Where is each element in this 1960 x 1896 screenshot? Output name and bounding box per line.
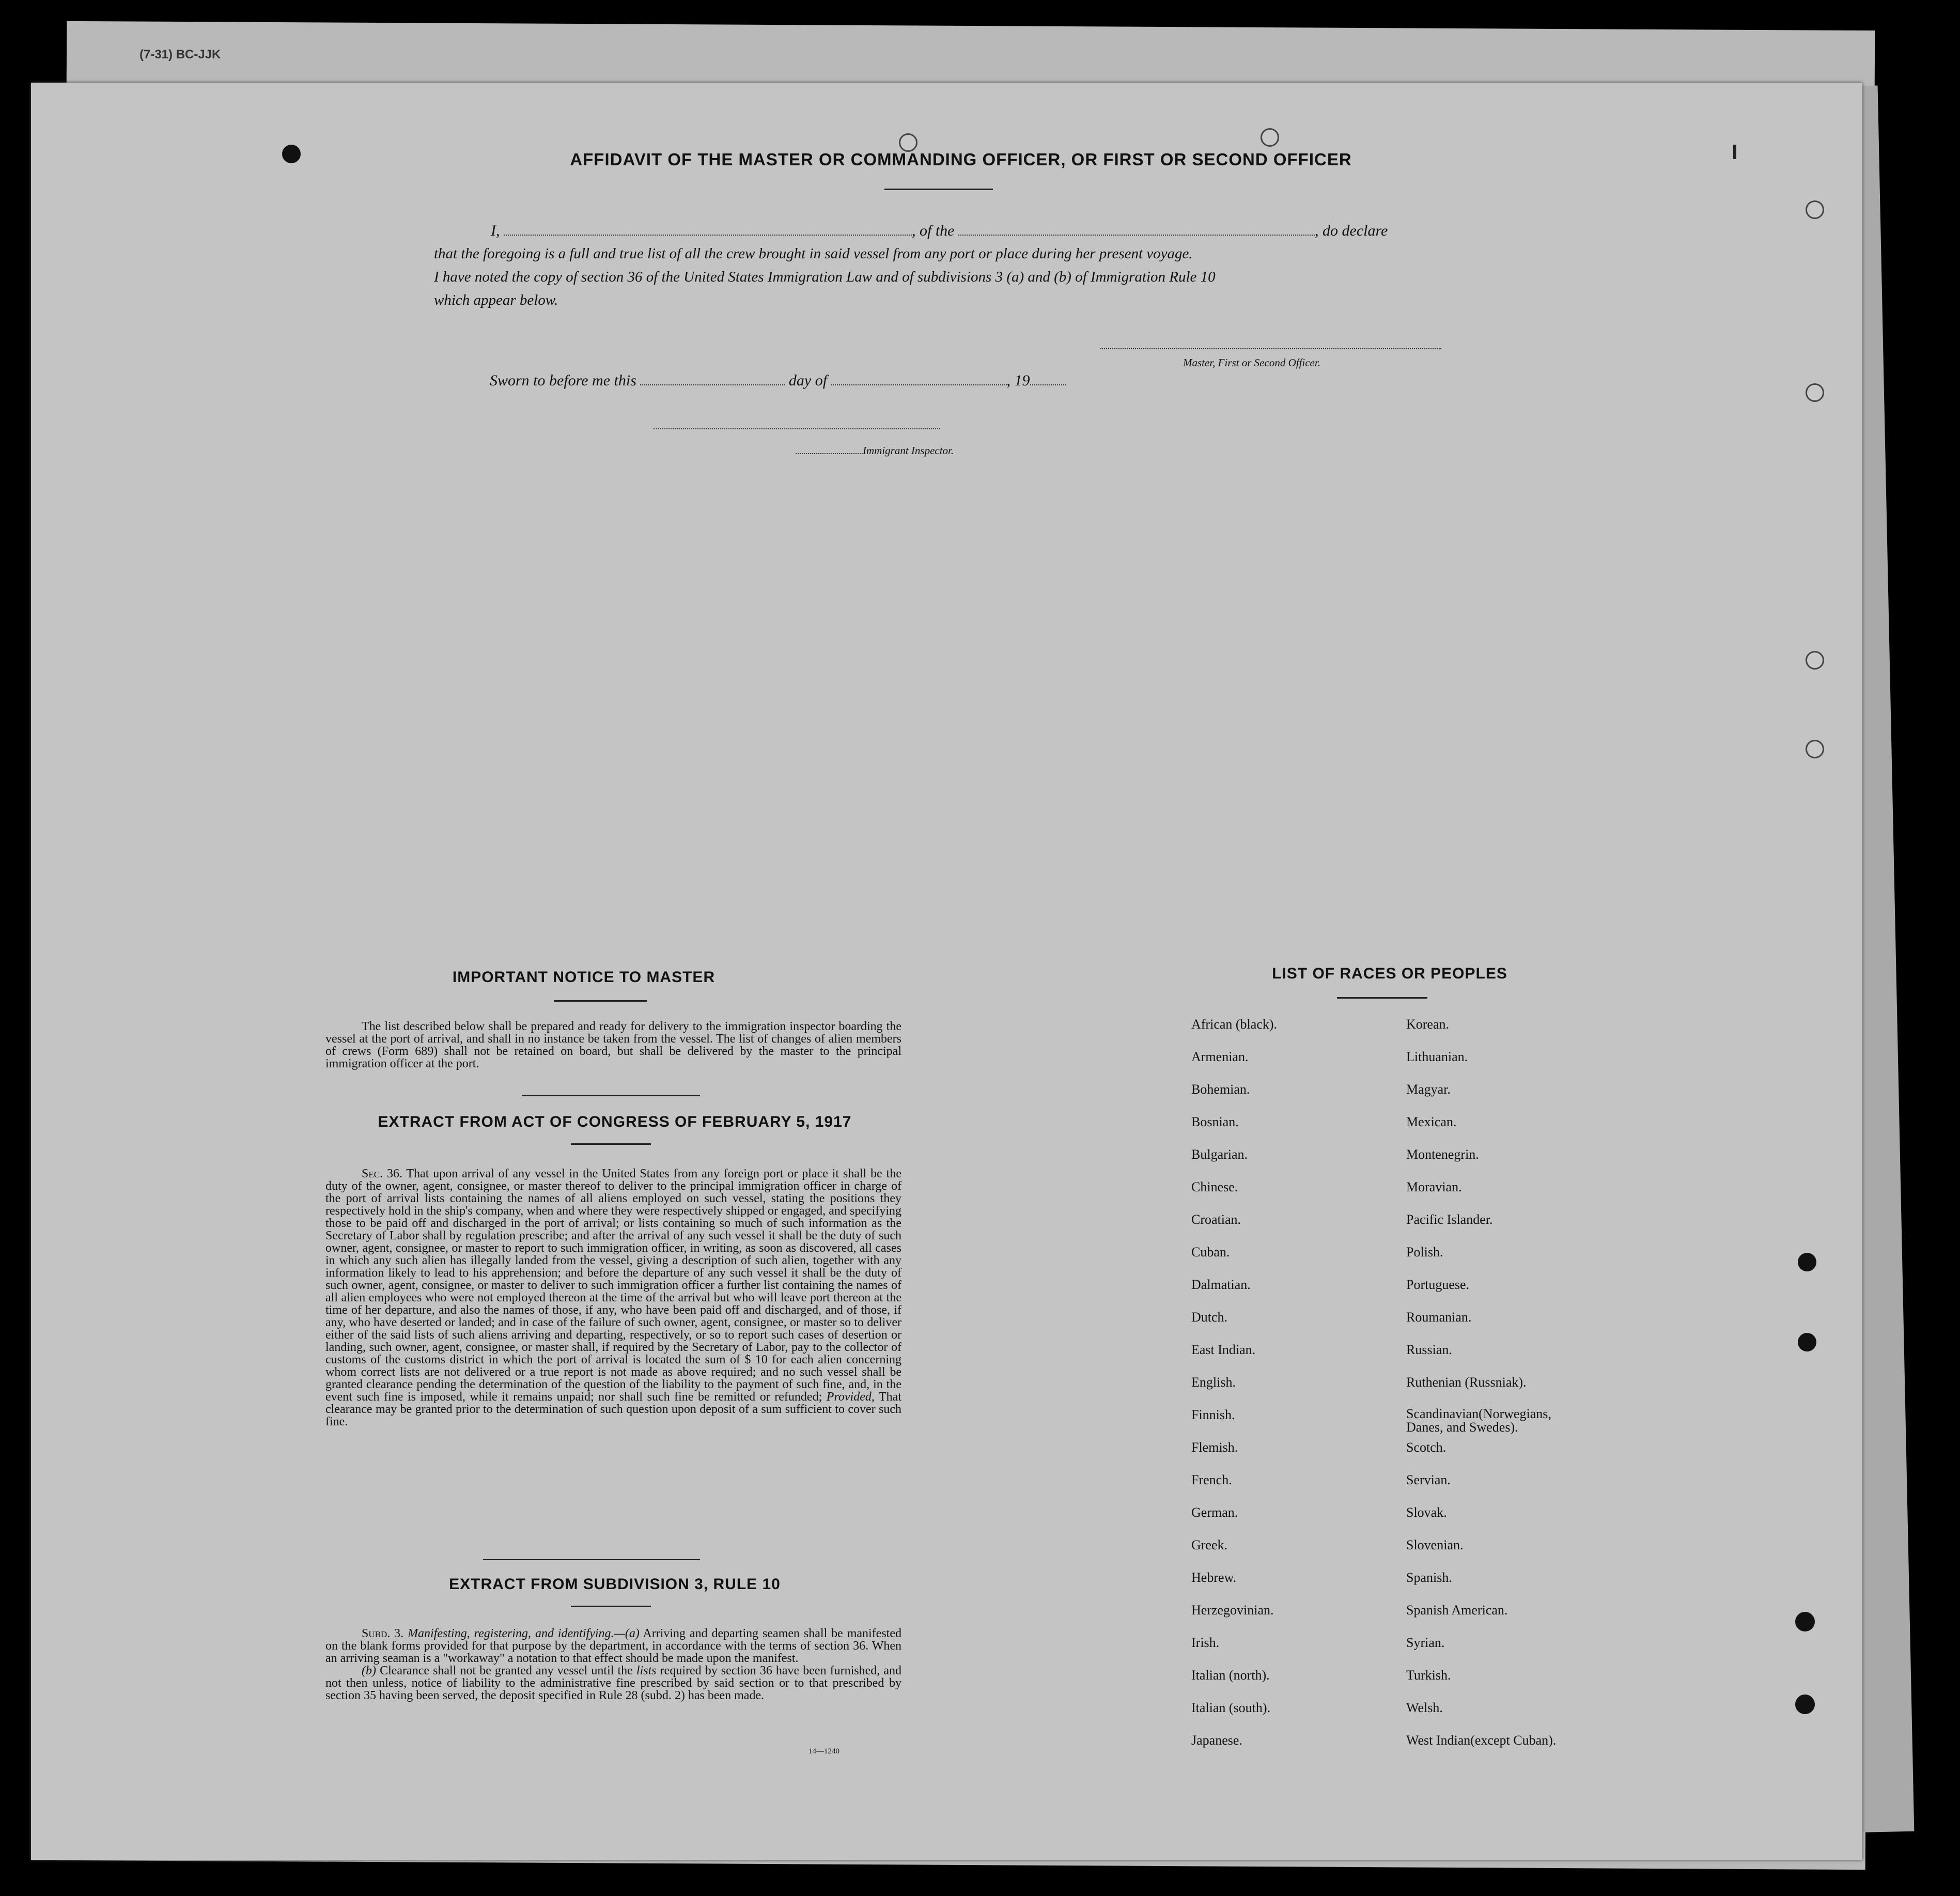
- affidavit-line-2: that the foregoing is a full and true list of all the crew brought in said vessel from any port or place during her present voyage.: [434, 245, 1193, 262]
- master-signature-line[interactable]: [1100, 346, 1441, 349]
- race-item: Dalmatian.: [1191, 1277, 1251, 1292]
- punch-hole: [1806, 200, 1824, 219]
- race-item: Lithuanian.: [1406, 1049, 1468, 1064]
- race-item: Japanese.: [1191, 1733, 1242, 1748]
- race-item: Welsh.: [1406, 1700, 1443, 1715]
- act-body: Sec. 36. That upon arrival of any vessel in the United States from any foreign port or place it shall be the duty of the owner, agent, consignee, or master thereof to deliver to the principal immigration officer in charge of the port of arrival lists containing the names of all aliens employed on such vessel, stating the positions they respectively hold in the ship's company, when and where they were respectively shipped or engaged, and specifying those to be paid off and discharged in the port of arrival; or lists containing so much of such information as the Secretary of Labor shall by regulation prescribe; and after the arrival of any such vessel it shall be the duty of such owner, agent, consignee, or master to report to such immigration officer, in writing, as soon as discovered, all cases in which any such alien has illegally landed from the vessel, giving a description of such alien, together with any information likely to lead to his apprehension; and before the departure of any such vessel it shall be the duty of such owner, agent, consignee, or master to deliver to such immigration officer a further list containing the names of all alien employees who were not employed thereon at the time of the arrival but who will leave port thereon at the time of her departure, and also the names of those, if any, who have been paid off and discharged, and of those, if any, who have deserted or landed; and in case of the failure of such owner, agent, consignee, or master so to deliver either of the said lists of such aliens arriving and departing, respectively, or so to report such cases of desertion or landing, such owner, agent, consignee, or master shall, if required by the Secretary of Labor, pay to the collector of customs of the customs district in which the port of arrival is located the sum of $ 10 for each alien concerning whom correct lists are not delivered or a true report is not made as above required; and no such vessel shall be granted clearance pending the determination of the question of the liability to the payment of such fine, and, in the event such fine is imposed, while it remains unpaid; nor shall such fine be remitted or refunded; Provided, That clearance may be granted prior to the determination of such question upon deposit of a sum sufficient to cover such fine.: [325, 1167, 901, 1428]
- punch-hole: [1806, 383, 1824, 402]
- race-item: Scotch.: [1406, 1440, 1446, 1455]
- act-title: EXTRACT FROM ACT OF CONGRESS OF FEBRUARY 5, 1917: [378, 1113, 852, 1130]
- race-item: Bosnian.: [1191, 1114, 1239, 1129]
- punch-hole: [1798, 1253, 1816, 1271]
- affidavit-title: AFFIDAVIT OF THE MASTER OR COMMANDING OFFICER, OR FIRST OR SECOND OFFICER: [570, 150, 1352, 169]
- race-item: English.: [1191, 1375, 1236, 1390]
- race-item: West Indian(except Cuban).: [1406, 1733, 1557, 1748]
- section-divider: [522, 1095, 700, 1096]
- race-item: Italian (south).: [1191, 1700, 1271, 1715]
- race-item: Slovenian.: [1406, 1537, 1464, 1552]
- sworn-day-blank[interactable]: [640, 382, 785, 385]
- race-item: Mexican.: [1406, 1114, 1457, 1129]
- races-title: LIST OF RACES OR PEOPLES: [1272, 965, 1507, 982]
- punch-hole: [1798, 1333, 1816, 1351]
- race-item: Polish.: [1406, 1245, 1443, 1260]
- race-item: Dutch.: [1191, 1310, 1228, 1325]
- affidavit-line-1: I, , of the , do declare: [491, 222, 1388, 239]
- race-item: Finnish.: [1191, 1407, 1235, 1422]
- race-item: Herzegovinian.: [1191, 1603, 1274, 1618]
- race-item: Roumanian.: [1406, 1310, 1472, 1325]
- section-divider: [483, 1559, 700, 1560]
- race-item: Scandinavian(Norwegians, Danes, and Swedes).: [1406, 1406, 1551, 1435]
- race-item: Syrian.: [1406, 1635, 1445, 1650]
- race-item: Spanish American.: [1406, 1603, 1508, 1618]
- punch-hole: [1795, 1695, 1815, 1714]
- title-underline: [884, 189, 993, 190]
- sworn-year-blank[interactable]: [1030, 382, 1066, 385]
- race-item: Bulgarian.: [1191, 1147, 1248, 1162]
- notice-body: The list described below shall be prepared and ready for delivery to the immigration inspector boarding the vessel at the port of arrival, and shall in no instance be taken from the vessel. The list of changes of alien members of crews (Form 689) shall not be retained on board, but shall be delivered by the master to the principal immigration officer at the port.: [325, 1020, 901, 1070]
- race-item: Cuban.: [1191, 1245, 1230, 1260]
- margin-mark: [1733, 145, 1736, 159]
- races-column-2: [1406, 1017, 1582, 1765]
- race-item: Ruthenian (Russniak).: [1406, 1375, 1527, 1390]
- race-item: German.: [1191, 1505, 1238, 1520]
- race-item: Flemish.: [1191, 1440, 1238, 1455]
- inspector-signature-line[interactable]: [654, 426, 940, 429]
- race-item: Magyar.: [1406, 1082, 1451, 1097]
- name-blank[interactable]: [504, 232, 912, 236]
- race-item: Spanish.: [1406, 1570, 1452, 1585]
- race-item: Armenian.: [1191, 1049, 1249, 1064]
- punch-hole: [282, 145, 301, 163]
- punch-hole: [899, 133, 917, 152]
- race-item: Irish.: [1191, 1635, 1220, 1650]
- rule-title: EXTRACT FROM SUBDIVISION 3, RULE 10: [449, 1576, 781, 1593]
- race-item: Hebrew.: [1191, 1570, 1237, 1585]
- master-caption: Master, First or Second Officer.: [1183, 356, 1320, 369]
- print-code: 14—1240: [808, 1747, 839, 1755]
- race-item: Montenegrin.: [1406, 1147, 1479, 1162]
- race-item: Russian.: [1406, 1342, 1452, 1357]
- race-item: Croatian.: [1191, 1212, 1241, 1227]
- punch-hole: [1806, 740, 1824, 758]
- race-item: Slovak.: [1406, 1505, 1447, 1520]
- punch-hole: [1795, 1612, 1815, 1631]
- act-underline: [571, 1143, 651, 1145]
- race-item: Portuguese.: [1406, 1277, 1470, 1292]
- affidavit-line-3: I have noted the copy of section 36 of the United States Immigration Law and of subdivisions 3 (a) and (b) of Immigration Rule 10: [434, 269, 1216, 285]
- race-item: Greek.: [1191, 1537, 1228, 1552]
- race-item: Servian.: [1406, 1472, 1451, 1487]
- document-page: [31, 83, 1862, 1860]
- affidavit-line-4: which appear below.: [434, 292, 558, 308]
- inspector-caption: Immigrant Inspector.: [796, 444, 954, 457]
- race-item: Pacific Islander.: [1406, 1212, 1493, 1227]
- punch-hole: [1261, 128, 1279, 147]
- vessel-blank[interactable]: [958, 232, 1315, 236]
- rule-body: Subd. 3. Manifesting, registering, and identifying.—(a) Arriving and departing seamen shall be manifested on the blank forms provided for that purpose by the department, in accordance with the terms of section 36. When an arriving seaman is a "workaway" a notation to that effect should be made upon the manifest. (b) Clearance shall not be granted any vessel until the lists required by section 36 have been furnished, and not then unless, notice of liability to the administrative fine prescribed by said section or to that prescribed by section 35 having been served, the deposit specified in Rule 28 (subd. 2) has been made.: [325, 1627, 902, 1702]
- race-item: Korean.: [1406, 1017, 1450, 1032]
- punch-hole: [1806, 651, 1824, 670]
- race-item: Bohemian.: [1191, 1082, 1250, 1097]
- rule-underline: [571, 1606, 651, 1607]
- race-item: Chinese.: [1191, 1179, 1238, 1194]
- sworn-line: Sworn to before me this day of , 19: [490, 372, 1066, 390]
- notice-underline: [554, 1000, 647, 1002]
- race-item: French.: [1191, 1472, 1232, 1487]
- race-item: Moravian.: [1406, 1179, 1462, 1194]
- race-item: Italian (north).: [1191, 1668, 1270, 1683]
- notice-title: IMPORTANT NOTICE TO MASTER: [452, 969, 715, 986]
- races-underline: [1337, 997, 1427, 999]
- races-column-1: [1191, 1017, 1277, 1765]
- form-code: (7-31) BC-JJK: [139, 48, 221, 61]
- race-item: Turkish.: [1406, 1668, 1451, 1683]
- race-item: East Indian.: [1191, 1342, 1256, 1357]
- race-item: African (black).: [1191, 1017, 1278, 1032]
- sworn-month-blank[interactable]: [831, 382, 1007, 385]
